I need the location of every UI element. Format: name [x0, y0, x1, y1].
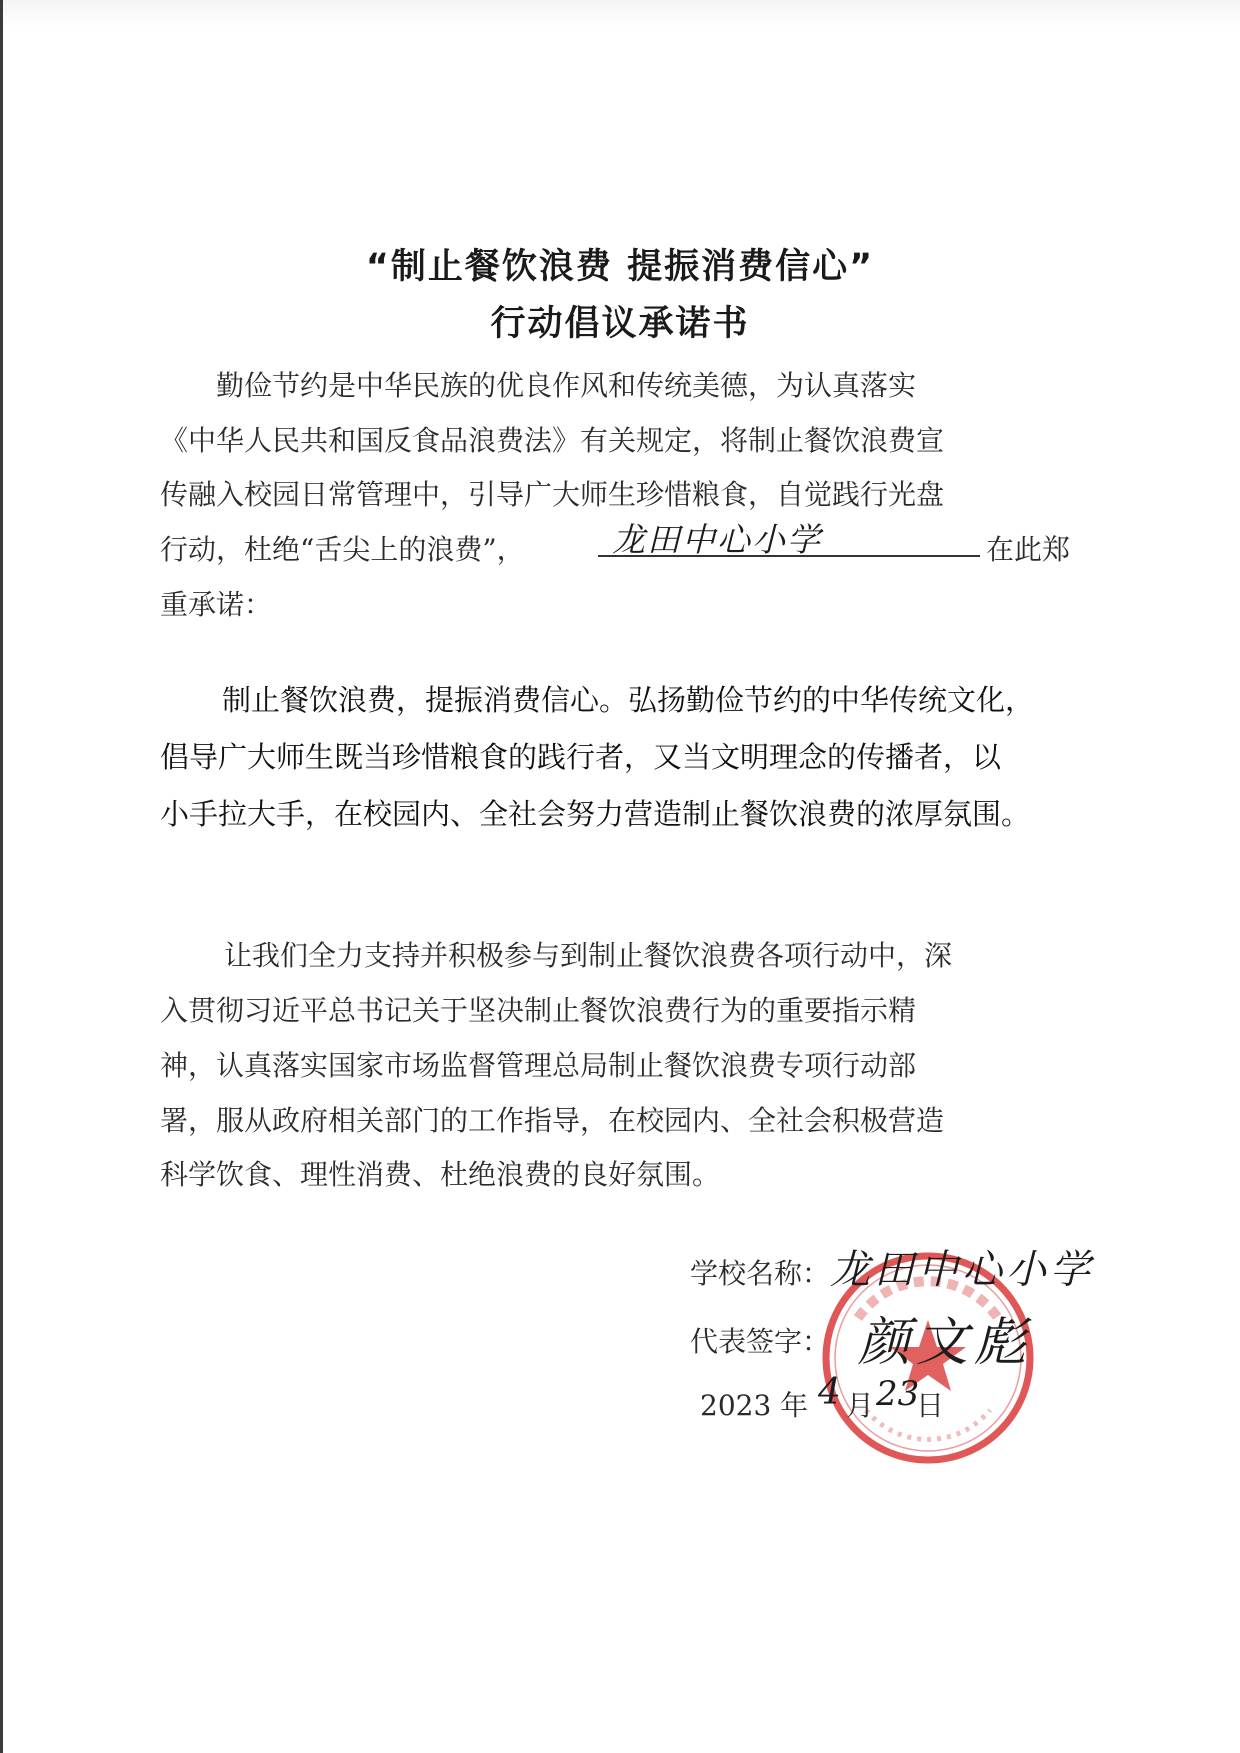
handwritten-day: 23	[876, 1374, 920, 1414]
representative-signature: 颜文彪	[858, 1313, 1033, 1373]
intro-line-1: 勤俭节约是中华民族的优良作风和传统美德，为认真落实	[216, 369, 917, 402]
document-title: “制止餐饮浪费 提振消费信心”	[365, 247, 875, 287]
intro-line-4-prefix: 行动，杜绝“舌尖上的浪费”，	[160, 533, 525, 566]
intro-line-3: 传融入校园日常管理中，引导广大师生珍惜粮食，自觉践行光盘	[160, 478, 945, 511]
pledge-line-3: 小手拉大手，在校园内、全社会努力营造制止餐饮浪费的浓厚氛围。	[160, 797, 1031, 831]
scan-shadow	[0, 0, 1240, 28]
pledge-line-1: 制止餐饮浪费，提振消费信心。弘扬勤俭节约的中华传统文化，	[222, 683, 1035, 717]
closing-line-2: 入贯彻习近平总书记关于坚决制止餐饮浪费行为的重要指示精	[160, 994, 917, 1027]
date-day-label: 日	[916, 1389, 945, 1422]
intro-line-2: 《中华人民共和国反食品浪费法》有关规定，将制止餐饮浪费宣	[160, 424, 945, 457]
handwritten-school-signature: 龙田中心小学	[830, 1247, 1094, 1293]
intro-line-5: 重承诺：	[160, 588, 273, 621]
handwritten-school-name: 龙田中心小学	[612, 520, 822, 559]
intro-line-4-suffix: 在此郑	[986, 533, 1071, 566]
handwritten-month: 4	[818, 1372, 841, 1413]
school-name-label: 学校名称：	[690, 1257, 831, 1290]
date-month-label: 月	[846, 1389, 875, 1422]
pledge-line-2: 倡导广大师生既当珍惜粮食的践行者，又当文明理念的传播者，以	[160, 740, 1002, 774]
closing-line-3: 神，认真落实国家市场监督管理总局制止餐饮浪费专项行动部	[160, 1049, 917, 1082]
closing-line-4: 署，服从政府相关部门的工作指导，在校园内、全社会积极营造	[160, 1104, 945, 1137]
closing-line-5: 科学饮食、理性消费、杜绝浪费的良好氛围。	[160, 1158, 721, 1191]
closing-line-1: 让我们全力支持并积极参与到制止餐饮浪费各项行动中，深	[224, 939, 953, 972]
representative-label: 代表签字：	[690, 1325, 831, 1358]
document-subtitle: 行动倡议承诺书	[490, 304, 750, 344]
date-year: 2023 年	[700, 1389, 809, 1422]
